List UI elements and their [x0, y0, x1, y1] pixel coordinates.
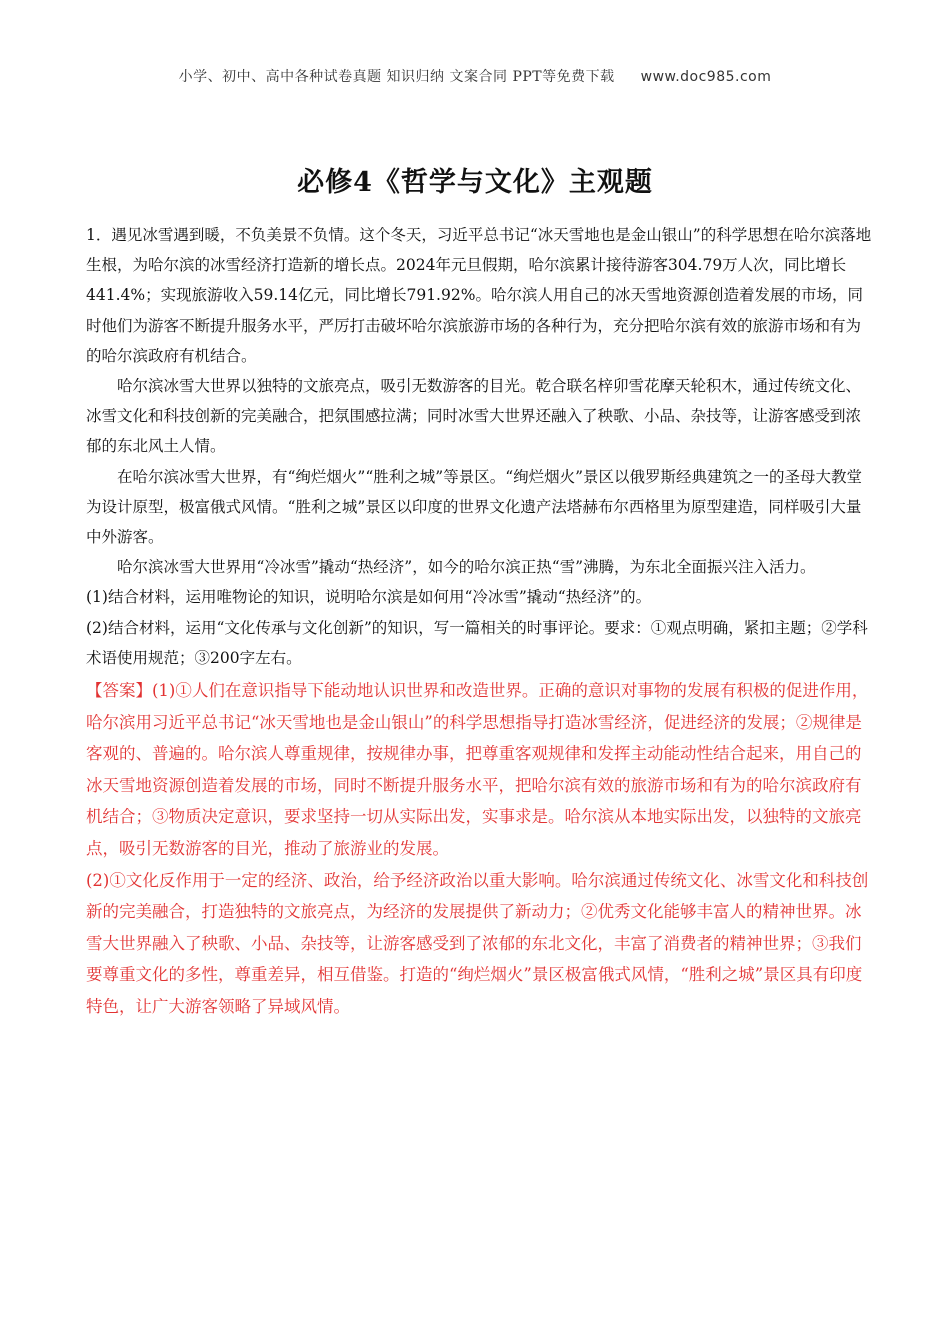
page-header — [0, 66, 950, 86]
header-text: 小学、初中、高中各种试卷真题 知识归纳 文案合同 PPT等免费下载 — [178, 69, 615, 85]
material-paragraph-3: 在哈尔滨冰雪大世界，有“绚烂烟火”“胜利之城”等景区。“绚烂烟火”景区以俄罗斯经典建筑之一的圣母大教堂为设计原型，极富俄式风情。“胜利之城”景区以印度的世界文化遗产法塔赫布尔西格里为原型建造，同样吸引大量中外游客。 — [86, 467, 863, 547]
header-site-link[interactable]: www.doc985.com — [640, 69, 772, 85]
document-title: 必修4《哲学与文化》主观题 — [297, 167, 653, 198]
material-paragraph-2: 哈尔滨冰雪大世界以独特的文旅亮点，吸引无数游客的目光。乾合联名梓卯雪花摩天轮积木，通过传统文化、冰雪文化和科技创新的完美融合，把氛围感拉满；同时冰雪大世界还融入了秧歌、小品、杂技等，让游客感受到浓郁的东北风土人情。 — [86, 377, 862, 456]
question-2: (2)结合材料，运用“文化传承与文化创新”的知识，写一篇相关的时事评论。要求：①观点明确，紧扣主题；②学科术语使用规范；③200字左右。 — [86, 618, 868, 667]
answer-2: (2)①文化反作用于一定的经济、政治，给予经济政治以重大影响。哈尔滨通过传统文化、冰雪文化和科技创新的完美融合，打造独特的文旅亮点，为经济的发展提供了新动力；②优秀文化能够丰富人的精神世界。冰雪大世界融入了秧歌、小品、杂技等，让游客感受到了浓郁的东北文化，丰富了消费者的精神世界；③我们要尊重文化的多性，尊重差异，相互借鉴。打造的“绚烂烟火”景区极富俄式风情，“胜利之城”景区具有印度特色，让广大游客领略了异域风情。 — [86, 870, 869, 1016]
answer-section — [86, 675, 876, 1023]
material-paragraph-4: 哈尔滨冰雪大世界用“冷冰雪”撬动“热经济”，如今的哈尔滨正热“雪”沸腾，为东北全面振兴注入活力。 — [117, 558, 816, 577]
question-material — [86, 220, 876, 582]
document-body — [86, 220, 876, 1023]
material-paragraph-1: 1．遇见冰雪遇到暖，不负美景不负情。这个冬天，习近平总书记“冰天雪地也是金山银山”的科学思想在哈尔滨落地生根，为哈尔滨的冰雪经济打造新的增长点。2024年元旦假期，哈尔滨累计接待游客304.79万人次，同比增长441.4%；实现旅游收入59.14亿元，同比增长791.92%。哈尔滨人用自己的冰天雪地资源创造着发展的市场，同时他们为游客不断提升服务水平，严厉打击破坏哈尔滨旅游市场的各种行为，充分把哈尔滨有效的旅游市场和有为的哈尔滨政府有机结合。 — [86, 226, 872, 365]
question-list — [86, 582, 876, 673]
question-1: (1)结合材料，运用唯物论的知识，说明哈尔滨是如何用“冷冰雪”撬动“热经济”的。 — [86, 588, 652, 607]
answer-1: 【答案】(1)①人们在意识指导下能动地认识世界和改造世界。正确的意识对事物的发展有积极的促进作用，哈尔滨用习近平总书记“冰天雪地也是金山银山”的科学思想指导打造冰雪经济，促进经济的发展；②规律是客观的、普遍的。哈尔滨人尊重规律，按规律办事，把尊重客观规律和发挥主动能动性结合起来，用自己的冰天雪地资源创造着发展的市场，同时不断提升服务水平，把哈尔滨有效的旅游市场和有为的哈尔滨政府有机结合；③物质决定意识，要求坚持一切从实际出发，实事求是。哈尔滨从本地实际出发，以独特的文旅亮点，吸引无数游客的目光，推动了旅游业的发展。 — [86, 681, 869, 859]
